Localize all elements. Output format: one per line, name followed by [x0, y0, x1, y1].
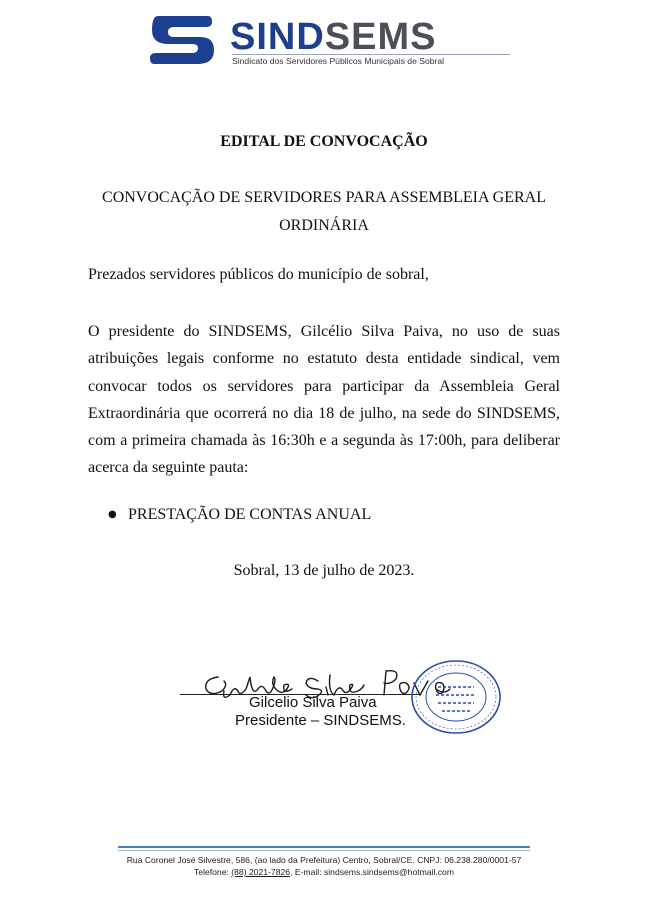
logo-sems-text: SEMS	[324, 16, 437, 58]
agenda-list	[108, 506, 371, 524]
bullet-icon: ●	[108, 509, 117, 520]
footer-email-label: , E-mail:	[290, 867, 322, 877]
document-title: EDITAL DE CONVOCAÇÃO	[220, 133, 428, 150]
footer-email[interactable]: sindsems.sindsems@hotmail.com	[323, 867, 454, 877]
footer-divider	[118, 846, 530, 848]
body-paragraph: O presidente do SINDSEMS, Gilcélio Silva Paiva, no uso de suas atribuições legais conforme no estatuto desta entidade sindical, vem convocar todos os servidores para participar da Assembleia Geral Extraordinária que ocorrerá no dia 18 de julho, na sede do SINDSEMS, com a primeira chamada às 16:30h e a segunda às 17:00h, para deliberar acerca da seguinte pauta:	[88, 323, 560, 477]
agenda-item	[108, 506, 371, 524]
logo-wordmark	[230, 18, 437, 56]
logo-subtitle: Sindicato dos Servidores Públicos Municipais de Sobral	[232, 54, 510, 66]
date-line: Sobral, 13 de julho de 2023.	[233, 562, 415, 579]
footer-contact	[0, 867, 648, 877]
footer-phone[interactable]: (88) 2021-7826	[231, 867, 291, 877]
official-stamp	[408, 657, 504, 737]
document-subtitle: CONVOCAÇÃO DE SERVIDORES PARA ASSEMBLEIA GERAL ORDINÁRIA	[102, 189, 546, 234]
footer-address: Rua Coronel José Silvestre, 586, (ao lado da Prefeitura) Centro, Sobral/CE. CNPJ: 06.238.280/0001-57	[126, 855, 522, 865]
agenda-item-text: PRESTAÇÃO DE CONTAS ANUAL	[128, 506, 372, 523]
signer-name: Gilcelio Silva Paiva	[249, 694, 377, 711]
signer-role: Presidente – SINDSEMS.	[235, 712, 406, 729]
greeting: Prezados servidores públicos do município de sobral,	[88, 266, 429, 283]
footer-phone-label: Telefone:	[194, 867, 229, 877]
sindsems-logo	[148, 12, 508, 70]
footer-divider-secondary	[118, 850, 530, 851]
sindsems-s-logo-icon	[148, 12, 216, 66]
logo-sind-text: SIND	[230, 16, 325, 58]
